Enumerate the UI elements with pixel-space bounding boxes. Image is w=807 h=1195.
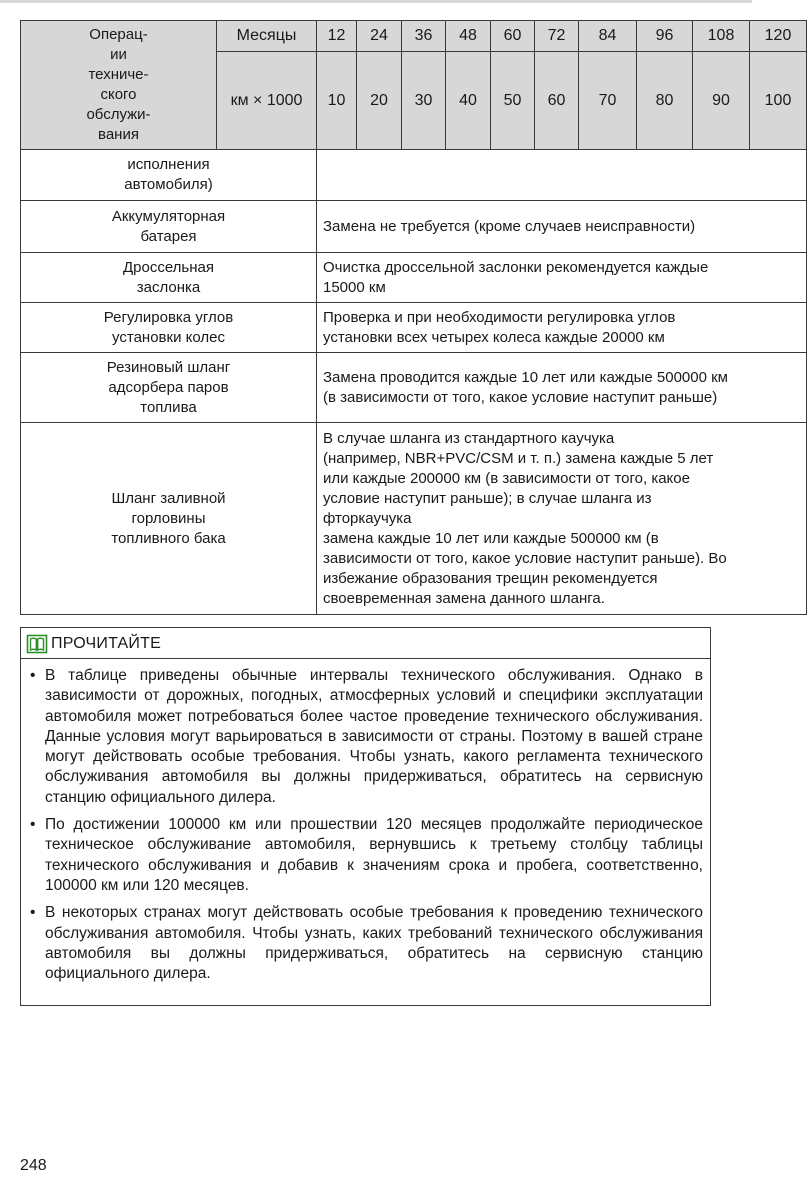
km-header: км × 1000 xyxy=(217,52,317,150)
table-row xyxy=(21,353,807,423)
list-item xyxy=(21,815,710,896)
row-label-text: Регулировка углов установки колес xyxy=(103,308,234,346)
month-cell: 60 xyxy=(491,21,535,52)
row-description xyxy=(317,303,807,353)
km-cell: 20 xyxy=(357,52,402,150)
row-label xyxy=(21,201,317,253)
km-cell: 100 xyxy=(750,52,807,150)
month-cell: 48 xyxy=(446,21,491,52)
table-row xyxy=(21,303,807,353)
row-description-text: В случае шланга из стандартного каучука (например, NBR+PVC/CSM и т. п.) замена каждые 5 лет или каждые 200000 км (в зависимости от того, какое условие наступит раньше); в случае шланга из фторкаучука замена каждые 10 лет или каждые 500000 км (в зависимости от того, какое условие наступит раньше). Во избежание образования трещин рекомендуется своевременная замена данного шланга. xyxy=(323,429,727,607)
row-label xyxy=(21,150,317,201)
row-label xyxy=(21,303,317,353)
month-cell: 72 xyxy=(535,21,579,52)
header-row-months xyxy=(21,21,807,52)
km-cell: 80 xyxy=(637,52,693,150)
months-header: Месяцы xyxy=(217,21,317,52)
list-item xyxy=(21,903,710,984)
km-cell: 10 xyxy=(317,52,357,150)
list-item-text: В таблице приведены обычные интервалы технического обслуживания. Однако в зависимости от дорожных, погодных, атмосферных условий и специфики эксплуатации автомобиля может потребоваться более частое проведение технического обслуживания. Данные условия могут варьироваться в зависимости от страны. Поэтому в вашей стране могут действовать особые требования. Чтобы узнать, какого регламента технического обслуживания автомобиля вы должны придерживаться, обратитесь на сервисную станцию официального дилера. xyxy=(45,667,703,806)
list-item-text: По достижении 100000 км или прошествии 120 месяцев продолжайте периодическое техническое обслуживание автомобиля, вернувшись к третьему столбцу таблицы технического обслуживания и добавив к значениям срока и пробега, соответственно, 100000 км или 120 месяцев. xyxy=(45,816,703,894)
month-cell: 36 xyxy=(402,21,446,52)
km-cell: 70 xyxy=(579,52,637,150)
row-label xyxy=(21,253,317,303)
list-item-text: В некоторых странах могут действовать особые требования к проведению технического обслуживания автомобиля. Чтобы узнать, каких требований технического обслуживания автомобиля вы должны придерживаться, обратитесь на сервисную станцию официального дилера. xyxy=(45,904,703,983)
row-description xyxy=(317,353,807,423)
km-cell: 50 xyxy=(491,52,535,150)
row-label-text: Аккумуляторная батарея xyxy=(111,207,226,245)
bullet-mark: • xyxy=(30,904,36,922)
bullet-mark: • xyxy=(30,816,36,834)
row-label-text: Шланг заливной горловины топливного бака xyxy=(111,489,226,547)
read-note-box xyxy=(20,627,711,1006)
row-description xyxy=(317,253,807,303)
row-description-text: Замена не требуется (кроме случаев неисправности) xyxy=(323,217,696,235)
month-cell: 12 xyxy=(317,21,357,52)
row-label-text: исполнения автомобиля) xyxy=(124,156,213,193)
read-note-header xyxy=(21,628,710,659)
month-cell: 108 xyxy=(693,21,750,52)
table-row xyxy=(21,150,807,201)
table-row xyxy=(21,201,807,253)
top-rule xyxy=(0,0,752,3)
month-cell: 120 xyxy=(750,21,807,52)
row-label xyxy=(21,353,317,423)
row-description xyxy=(317,150,807,201)
book-icon xyxy=(26,633,48,655)
row-label-text: Дроссельная заслонка xyxy=(122,258,214,296)
operations-header-label: Операц- ии техниче- ского обслужи- вания xyxy=(86,26,151,143)
month-cell: 84 xyxy=(579,21,637,52)
maintenance-table xyxy=(20,20,807,615)
table-row xyxy=(21,423,807,615)
month-cell: 96 xyxy=(637,21,693,52)
operations-header xyxy=(21,21,217,150)
list-item xyxy=(21,666,710,808)
row-description xyxy=(317,423,807,615)
km-cell: 30 xyxy=(402,52,446,150)
read-note-title: ПРОЧИТАЙТЕ xyxy=(51,635,161,652)
km-cell: 90 xyxy=(693,52,750,150)
row-description-text: Проверка и при необходимости регулировка углов установки всех четырех колеса каждые 20000 км xyxy=(323,308,676,346)
row-description-text: Очистка дроссельной заслонки рекомендуется каждые 15000 км xyxy=(323,258,709,296)
row-description-text: Замена проводится каждые 10 лет или каждые 500000 км (в зависимости от того, какое условие наступит раньше) xyxy=(323,368,728,406)
month-cell: 24 xyxy=(357,21,402,52)
page-number: 248 xyxy=(20,1157,47,1174)
read-note-list xyxy=(21,666,710,991)
table-row xyxy=(21,253,807,303)
km-cell: 60 xyxy=(535,52,579,150)
bullet-mark: • xyxy=(30,667,36,684)
km-cell: 40 xyxy=(446,52,491,150)
row-label-text: Резиновый шланг адсорбера паров топлива xyxy=(106,358,231,416)
row-label xyxy=(21,423,317,615)
row-description xyxy=(317,201,807,253)
